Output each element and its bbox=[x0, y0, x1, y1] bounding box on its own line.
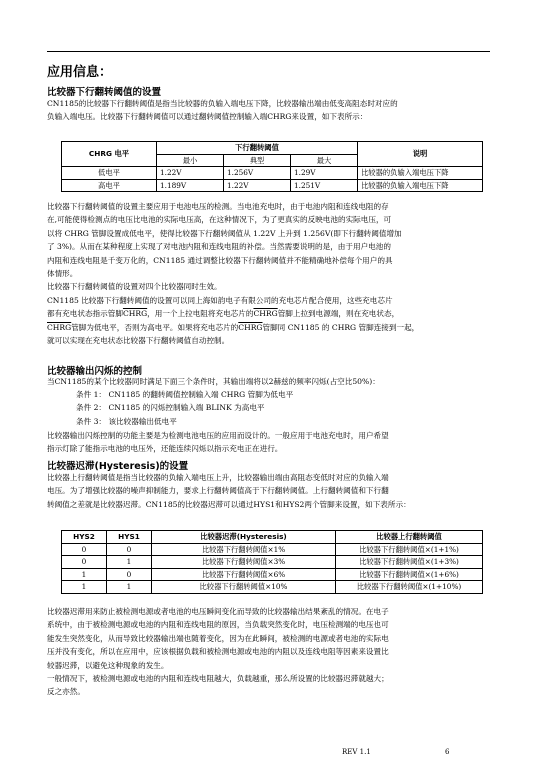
footer-revision: REV 1.1 bbox=[342, 748, 371, 756]
col-hysteresis: 比较器迟滞(Hysteresis) bbox=[152, 531, 336, 544]
section3-intro: 比较器上行翻转阈值是指当比较器的负输入端电压上升，比较器输出端由高阻态变低时对应的负输入端 电压。为了增强比较器的噪声抑制能力，要求上行翻转阈值高于下行翻转阈值。上行翻转阈值和下行翻 转阈值之差就是比较器迟滞。CN1185的比较器迟滞可以通过HYS1和HYS2两个管脚来设置，如下表所示： bbox=[47, 473, 411, 509]
col-min: 最小 bbox=[157, 154, 224, 167]
table-row: 1 0 比较器下行翻转阈值×6% 比较器下行翻转阈值×(1+6%) bbox=[62, 568, 483, 581]
threshold-table bbox=[61, 141, 483, 192]
table-row: 0 0 比较器下行翻转阈值×1% 比较器下行翻转阈值×(1+1%) bbox=[62, 543, 483, 556]
col-hys2: HYS2 bbox=[62, 531, 107, 544]
chrg-line: CHRG管脚为低电平，否则为高电平。如果将充电芯片的CHRG管脚同 CN1185 的 CHRG 管脚连接到一起， bbox=[47, 322, 420, 332]
col-upper-threshold: 比较器上行翻转阈值 bbox=[336, 531, 483, 544]
table-row: 1 1 比较器下行翻转阈值×10% 比较器下行翻转阈值×(1+10%) bbox=[62, 581, 483, 594]
section-title-threshold: 比较器下行翻转阈值的设置 bbox=[47, 87, 162, 98]
col-typ: 典型 bbox=[224, 154, 291, 167]
table-row: 高电平 1.189V 1.22V 1.251V 比较器的负输入端电压下降 bbox=[62, 179, 483, 192]
chrg-bar: CHRG bbox=[122, 309, 148, 319]
col-max: 最大 bbox=[291, 154, 358, 167]
col-chrg-level: CHRG 电平 bbox=[62, 142, 157, 167]
chrg-line: 都有充电状态指示管脚CHRG，用一个上拉电阻将充电芯片的CHRG管脚上拉到电源端，则在充电状态， bbox=[47, 309, 400, 319]
section-title-blink: 比较器输出闪烁的控制 bbox=[47, 366, 143, 377]
top-rule bbox=[47, 51, 490, 52]
footer-page-number: 6 bbox=[445, 748, 450, 756]
section-title-hysteresis: 比较器迟滞(Hysteresis)的设置 bbox=[47, 461, 189, 472]
table-row: 0 1 比较器下行翻转阈值×3% 比较器下行翻转阈值×(1+3%) bbox=[62, 556, 483, 569]
hysteresis-table bbox=[61, 530, 483, 594]
table-row: 低电平 1.22V 1.256V 1.29V 比较器的负输入端电压下降 bbox=[62, 167, 483, 180]
section2-body: 比较器输出闪烁控制的功能主要是为检测电池电压的应用而设计的。一般应用于电池充电时，用户希望 指示灯除了能指示电池的电压外，还能连续闪烁以指示充电正在进行。 bbox=[47, 431, 389, 454]
section1-intro: CN1185的比较器下行翻转阈值是指当比较器的负输入端电压下降，比较器输出端由低变高阻态时对应的 负输入端电压。比较器下行翻转阈值可以通过翻转阈值控制输入端CHRG来设置，如下表所示： bbox=[47, 99, 398, 122]
section2-intro: 当CN1185的某个比较器同时满足下面三个条件时，其输出端将以2赫兹的频率闪烁(占空比50%)： bbox=[47, 377, 380, 386]
page-heading: 应用信息： bbox=[47, 65, 113, 80]
condition-item: 条件 1： CN1185 的翻转阈值控制输入端 CHRG 管脚为低电平 bbox=[76, 390, 294, 399]
col-hys1: HYS1 bbox=[107, 531, 152, 544]
section2-conditions bbox=[76, 388, 476, 428]
section1-body: 比较器下行翻转阈值的设置主要应用于电池电压的检测。当电池充电时，由于电池内阻和连线电阻的存 在,可能使得检测点的电压比电池的实际电压高，在这种情况下，为了更真实的反映电池的实际电压，可 以将 CHRG 管脚设置成低电平，使得比较器下行翻转阈值从 1.22V 上升到 1.256V(即下行翻转阈值增加 了 3%)。从而在某种程度上实现了对电池内阻和连线电阻的补偿。当然需要说明的是，由于用户电池的 内阻和连线电阻是千变万化的，CN1185 通过调整比较器下行翻转阈值并不能精确地补偿每个用户的具 体情形。 比较器下行翻转阈值的设置对四个比较器同时生效。 CN1185 比较器下行翻转阈值的设置可以同上海如韵电子有限公司的充电芯片配合使用，这些充电芯片 都有充电状态指示管脚CHRG，用一个上拉电阻将充电芯片的CHRG管脚上拉到电源端，则在充电状态， CHRG管脚为低电平，否则为高电平。如果将充电芯片的CHRG管脚同 CN1185 的 CHRG 管脚连接到一起， 就可以实现在充电状态比较器下行翻转阈值自动控制。 bbox=[47, 200, 490, 347]
condition-item: 条件 3： 该比较器输出低电平 bbox=[76, 416, 177, 426]
section3-body: 比较器迟滞用来防止被检测电源或者电池的电压瞬间变化而导致的比较器输出结果紊乱的情况。在电子 系统中，由于被检测电源或电池的内阻和连线电阻的原因，当负载突然变化时，电压检测端的电压也可 能发生突然变化，从而导致比较器输出端也随着变化，因为在此瞬间，被检测的电源或者电池的实际电 压并没有变化，所以在应用中，应该根据负载和被检测电源或电池的内阻以及连线电阻等因素来设置比 较器迟滞，以避免这种现象的发生。 一般情况下，被检测电源或电池的内阻和连线电阻越大，负载越重，那么所设置的比较器迟滞就越大； 反之亦然。 bbox=[47, 607, 389, 697]
condition-item: 条件 2： CN1185 的闪烁控制输入端 BLINK 为高电平 bbox=[76, 403, 265, 413]
col-threshold: 下行翻转阈值 bbox=[157, 142, 358, 155]
col-note: 说明 bbox=[358, 142, 483, 167]
